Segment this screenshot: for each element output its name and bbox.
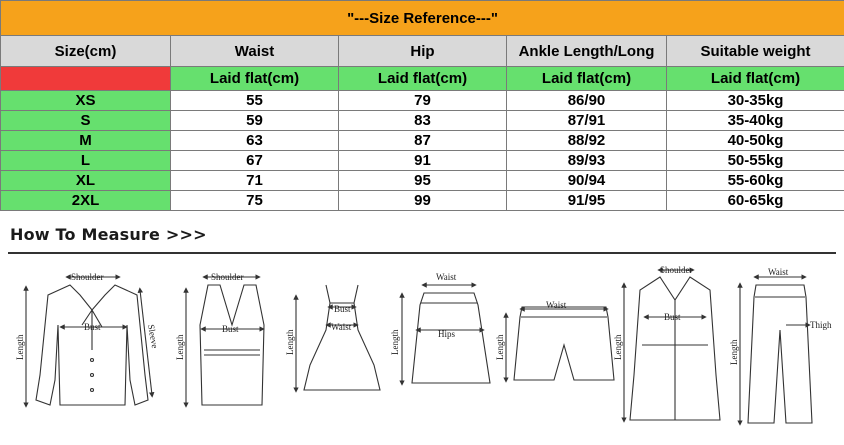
shorts-length-label: Length: [495, 334, 505, 360]
waist-cell: 71: [171, 171, 339, 191]
size-cell: M: [1, 131, 171, 151]
dress-waist-label: Waist: [331, 322, 352, 332]
shorts-illustration: [506, 307, 614, 380]
skirt-waist-label: Waist: [436, 272, 457, 282]
coat-length-label: Length: [613, 334, 623, 360]
weight-cell: 40-50kg: [667, 131, 844, 151]
weight-cell: 60-65kg: [667, 191, 844, 211]
header-size: Size(cm): [1, 36, 171, 67]
how-to-measure-section: [0, 215, 844, 445]
hip-cell: 79: [339, 91, 507, 111]
size-cell: 2XL: [1, 191, 171, 211]
table-title: "---Size Reference---": [1, 1, 844, 36]
pants-outline: [748, 285, 812, 423]
vest-shoulder-label: Shoulder: [211, 272, 244, 282]
dress-illustration: [296, 285, 380, 390]
how-to-measure-label: How To Measure: [10, 225, 161, 244]
how-to-measure-title: [10, 225, 207, 244]
hip-cell: 83: [339, 111, 507, 131]
size-cell: XL: [1, 171, 171, 191]
sub-header-hip: Laid flat(cm): [339, 67, 507, 91]
shirt-length-label: Length: [15, 334, 25, 360]
measure-illustrations: [0, 255, 844, 445]
section-divider: [8, 252, 836, 254]
table-row: [1, 131, 844, 151]
waist-cell: 75: [171, 191, 339, 211]
hip-cell: 91: [339, 151, 507, 171]
vest-bust-label: Bust: [222, 324, 239, 334]
shirt-bust-label: Bust: [84, 322, 101, 332]
header-ankle-length: Ankle Length/Long: [507, 36, 667, 67]
pants-length-label: Length: [729, 339, 739, 365]
shirt-shoulder-label: Shoulder: [71, 272, 104, 282]
table-row: [1, 111, 844, 131]
table-row: [1, 191, 844, 211]
shorts-outline: [514, 307, 614, 380]
header-waist: Waist: [171, 36, 339, 67]
waist-cell: 59: [171, 111, 339, 131]
pants-illustration: [740, 277, 812, 423]
sub-header-ankle: Laid flat(cm): [507, 67, 667, 91]
ankle-length-cell: 89/93: [507, 151, 667, 171]
hip-cell: 95: [339, 171, 507, 191]
header-hip: Hip: [339, 36, 507, 67]
size-cell: L: [1, 151, 171, 171]
waist-cell: 55: [171, 91, 339, 111]
sub-header-row: [1, 67, 844, 91]
ankle-length-cell: 88/92: [507, 131, 667, 151]
pants-waist-label: Waist: [768, 267, 789, 277]
waist-cell: 67: [171, 151, 339, 171]
table-row: [1, 91, 844, 111]
ankle-length-cell: 87/91: [507, 111, 667, 131]
shirt-sleeve-label: Sleeve: [146, 323, 161, 349]
sub-header-waist: Laid flat(cm): [171, 67, 339, 91]
header-row: [1, 36, 844, 67]
waist-cell: 63: [171, 131, 339, 151]
skirt-hips-label: Hips: [438, 329, 456, 339]
coat-shoulder-label: Shoulder: [660, 265, 693, 275]
hip-cell: 99: [339, 191, 507, 211]
weight-cell: 50-55kg: [667, 151, 844, 171]
weight-cell: 55-60kg: [667, 171, 844, 191]
dress-bust-label: Bust: [334, 304, 351, 314]
table-row: [1, 151, 844, 171]
vest-length-label: Length: [175, 334, 185, 360]
coat-bust-label: Bust: [664, 312, 681, 322]
pants-thigh-label: Thigh: [810, 320, 832, 330]
shorts-waist-label: Waist: [546, 300, 567, 310]
ankle-length-cell: 91/95: [507, 191, 667, 211]
chevrons-icon: >>>: [165, 225, 207, 244]
sub-header-blank: [1, 67, 171, 91]
ankle-length-cell: 90/94: [507, 171, 667, 191]
hip-cell: 87: [339, 131, 507, 151]
header-suitable-weight: Suitable weight: [667, 36, 844, 67]
vest-outline: [200, 285, 264, 405]
size-cell: S: [1, 111, 171, 131]
dress-outline: [304, 285, 380, 390]
coat-illustration: [624, 270, 720, 420]
ankle-length-cell: 86/90: [507, 91, 667, 111]
table-row: [1, 171, 844, 191]
skirt-length-label: Length: [390, 329, 400, 355]
weight-cell: 30-35kg: [667, 91, 844, 111]
sub-header-weight: Laid flat(cm): [667, 67, 844, 91]
vest-illustration: [186, 277, 264, 405]
size-reference-table: [0, 0, 844, 211]
size-cell: XS: [1, 91, 171, 111]
dress-length-label: Length: [285, 329, 295, 355]
shirt-illustration: [26, 277, 152, 405]
weight-cell: 35-40kg: [667, 111, 844, 131]
